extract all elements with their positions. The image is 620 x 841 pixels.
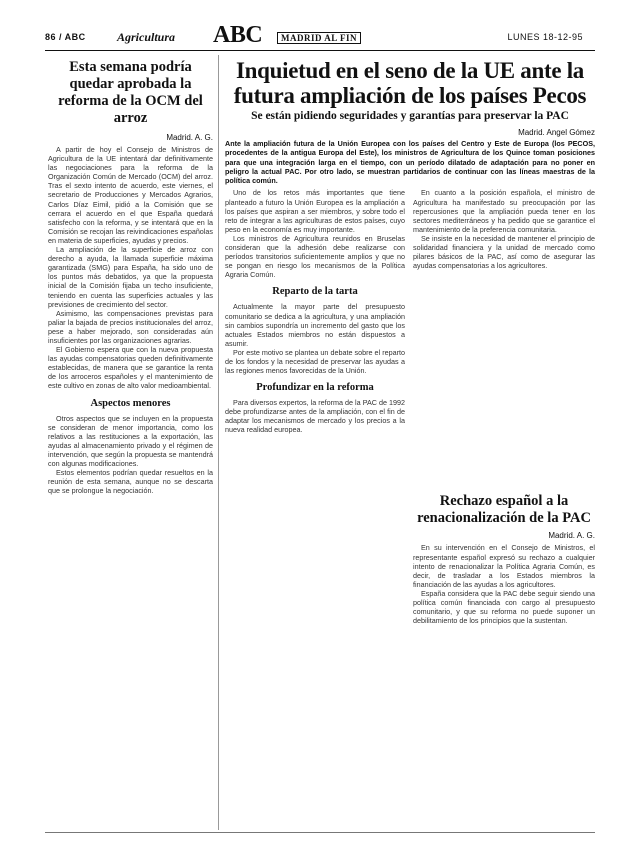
- left-paragraph: A partir de hoy el Consejo de Ministros de Agricultura de la UE intentará dar definitivamente las negociaciones para la reforma de la Organización Común de Mercado (OCM) del arroz. Tras el sexto intento de acuerdo, este viernes, el secretario de Producciones y Mercados Agrarios, Carlos Díaz Eimil, pidió a la Comisión que se cerrara el acuerdo en el que España quedará satisfecho con la reforma, y se intentará que en la Comisión se recojan las reivindicaciones españolas en materia de superficies, ayudas y precios.: [48, 145, 213, 245]
- colA-subhead: Reparto de la tarta: [272, 286, 358, 298]
- masthead-logo: ABC: [213, 22, 263, 48]
- colA-body-3: [225, 398, 405, 434]
- left-article: [48, 55, 213, 830]
- left-headline: Esta semana podría quedar aprobada la reforma de la OCM del arroz: [58, 59, 203, 126]
- header-rule: [45, 50, 595, 51]
- left-subhead: Aspectos menores: [90, 397, 171, 409]
- issue-date: LUNES 18-12-95: [507, 32, 583, 42]
- page-header: [45, 22, 595, 48]
- section-title: Agricultura: [117, 30, 176, 44]
- main-column-b: [413, 188, 595, 828]
- bottom-rule: [45, 832, 595, 833]
- colA-paragraph: Uno de los retos más importantes que tiene planteado a futuro la Unión Europea es la ampliación a los países que aspiran a ser miembros, y sobre todo el reto de integrar a las agriculturas de estos países, cuyo peso en la economía es muy importante.: [225, 188, 405, 234]
- main-lead: Ante la ampliación futura de la Unión Europea con los países del Centro y Este de Europa (los PECOS, procedentes de la antigua Europa del Este), los ministros de Agricultura de los Quince toman posiciones para que una integración larga en el tiempo, con un período dilatado de adaptación para no poner en peligro la actual PAC. Por otro lado, se muestran partidarios de continuar con las líneas maestras de la política común.: [225, 139, 595, 186]
- colA-body-2: [225, 302, 405, 375]
- left-paragraph: La ampliación de la superficie de arroz con derecho a ayuda, la llamada superficie máxima garantizada (SMG) para España, ha sido uno de los puntos más debatidos, ya que la propuesta inicial de la Comisión fijaba un techo insuficiente, teniendo en cuenta las superficies actuales y las previsiones de crecimiento del sector.: [48, 245, 213, 309]
- main-deck: Se están pidiendo seguridades y garantías para preservar la PAC: [251, 110, 569, 122]
- main-article: [225, 55, 595, 830]
- left-body-2: [48, 414, 213, 496]
- left-paragraph: El Gobierno espera que con la nueva propuesta las ayudas compensatorias queden definitivamente establecidas, de manera que se garantice la renta de los arroceros españoles y el mantenimiento de este cultivo en zonas de alto valor medioambiental.: [48, 345, 213, 391]
- left-body: [48, 145, 213, 391]
- sidebar-byline: Madrid. A. G.: [548, 531, 595, 541]
- main-byline: Madrid. Angel Gómez: [518, 128, 595, 137]
- main-columns: [225, 188, 595, 828]
- section-badge: MADRID AL FIN: [277, 32, 361, 44]
- colB-paragraph: Se insiste en la necesidad de mantener el principio de solidaridad financiera y la unidad de mercado como pilares básicos de la PAC, así como de asegurar las ayudas compensatorias a los agricultores.: [413, 233, 595, 271]
- colA-paragraph: Los ministros de Agricultura reunidos en Bruselas consideran que la adhesión debe realizarse con períodos transitorios suficientemente amplios y que no se pongan en riesgo los mecanismos de la Política Agraria Común.: [225, 233, 405, 280]
- colA-paragraph: Por este motivo se plantea un debate sobre el reparto de los fondos y la necesidad de preservar las ayudas a las regiones menos favorecidas de la Unión.: [225, 347, 405, 376]
- colA-subhead-2: Profundizar en la reforma: [256, 382, 374, 394]
- sidebar-paragraph: España considera que la PAC debe seguir siendo una política común financiada con cargo al presupuesto comunitario, y que su reforma no puede suponer un debilitamiento de los principios que la sustentan.: [413, 588, 595, 626]
- sidebar-paragraph: En su intervención en el Consejo de Ministros, el representante español expresó su rechazo a cualquier intento de renacionalizar la Política Agraria Común, es decir, de trasladar a los Estados miembros la financiación de las ayudas a los agricultores.: [413, 543, 595, 589]
- colB-paragraph: En cuanto a la posición española, el ministro de Agricultura ha manifestado su preocupación por las repercusiones que la ampliación pueda tener en los sectores mediterráneos y ha pedido que se garantice el mantenimiento de la preferencia comunitaria.: [413, 188, 595, 234]
- left-paragraph: Estos elementos podrían quedar resueltos en la reunión de esta semana, aunque no se descarta que se prolongue la negociación.: [48, 468, 213, 496]
- colB-body: [413, 188, 595, 483]
- colA-body: [225, 188, 405, 279]
- sidebar-body: [413, 543, 595, 625]
- left-paragraph: Asimismo, las compensaciones previstas para paliar la bajada de precios institucionales del arroz, pese a haber mejorado, son consideradas aún insuficientes por las organizaciones agrarias.: [48, 308, 213, 345]
- left-paragraph: Otros aspectos que se incluyen en la propuesta se consideran de menor importancia, como los relativos a las restituciones a la exportación, las ayudas al almacenamiento privado y el régimen de intervención, que según la propuesta se mantendrá con algunas modificaciones.: [48, 413, 213, 468]
- sidebar-headline: Rechazo español a la renacionalización de la PAC: [417, 493, 591, 527]
- main-column-a: [225, 188, 405, 828]
- colA-paragraph: Para diversos expertos, la reforma de la PAC de 1992 debe profundizarse antes de la ampliación, con el fin de adaptar los mecanismos de mercado y los precios a la nueva realidad europea.: [225, 398, 405, 435]
- page-number: 86 / ABC: [45, 32, 86, 42]
- main-headline: Inquietud en el seno de la UE ante la futura ampliación de los países Pecos: [233, 58, 587, 108]
- left-byline: Madrid. A. G.: [166, 133, 213, 142]
- column-divider: [218, 55, 219, 830]
- colA-paragraph: Actualmente la mayor parte del presupuesto comunitario se dedica a la agricultura, y una ampliación sin cambios supondría un incremento del gasto que los actuales Estados miembros no están dispuestos a asumir.: [225, 302, 405, 348]
